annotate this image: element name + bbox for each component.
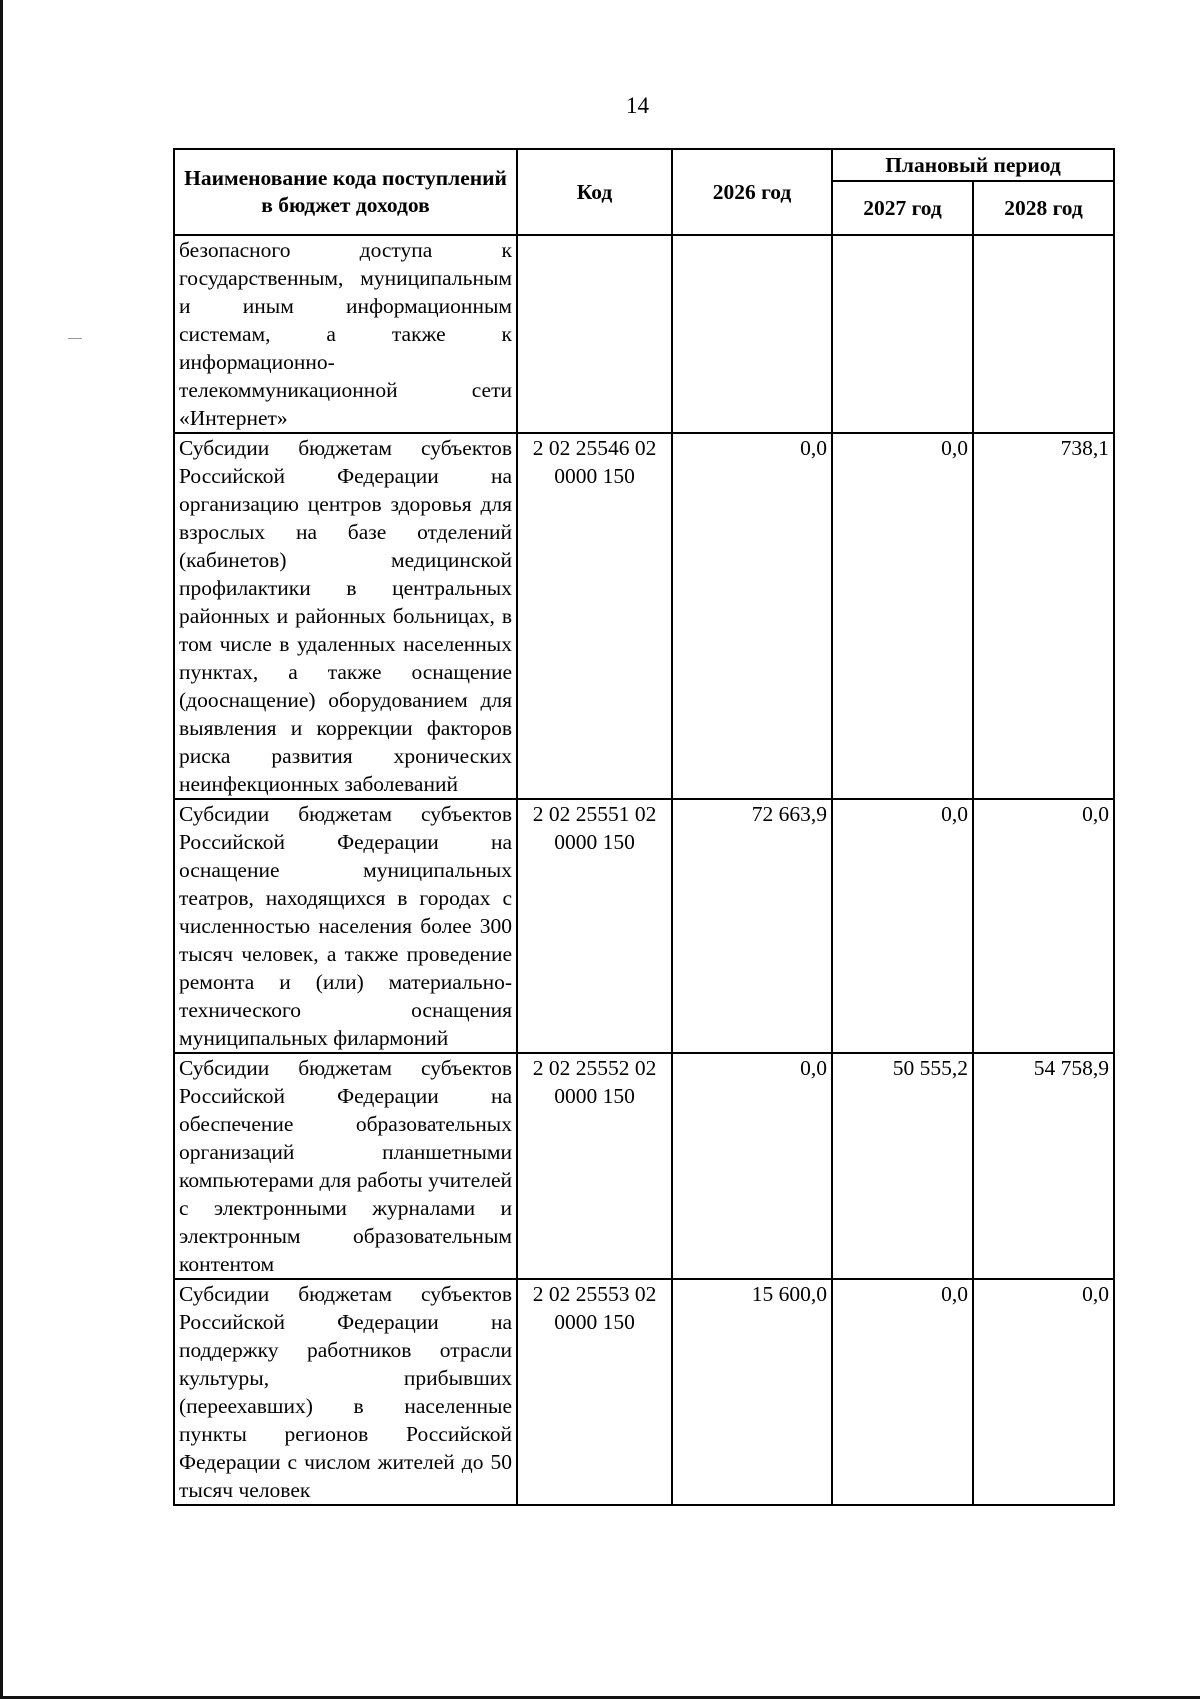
row-2027-cell: 50 555,2 <box>832 1053 973 1279</box>
row-2028-cell: 0,0 <box>973 1279 1114 1505</box>
row-2026-cell <box>672 235 832 433</box>
row-2026-cell: 0,0 <box>672 1053 832 1279</box>
table-row <box>174 433 1114 799</box>
row-name-cell: безопасного доступа к государственным, муниципальным и иным информационным системам, а также к информационно-телекоммуникационной сети «Интернет» <box>174 235 517 433</box>
header-name: Наименование кода поступлений в бюджет доходов <box>174 149 517 235</box>
table-row <box>174 799 1114 1053</box>
row-2028-cell: 0,0 <box>973 799 1114 1053</box>
row-name-cell: Субсидии бюджетам субъектов Российской Федерации на оснащение муниципальных театров, находящихся в городах с численностью населения более 300 тысяч человек, а также проведение ремонта и (или) материально-технического оснащения муниципальных филармоний <box>174 799 517 1053</box>
header-year-2026: 2026 год <box>672 149 832 235</box>
table-body <box>174 235 1114 1505</box>
row-name-cell: Субсидии бюджетам субъектов Российской Федерации на организацию центров здоровья для взрослых на базе отделений (кабинетов) медицинской профилактики в центральных районных и районных больницах, в том числе в удаленных населенных пунктах, а также оснащение (дооснащение) оборудованием для выявления и коррекции факторов риска развития хронических неинфекционных заболеваний <box>174 433 517 799</box>
header-row-1 <box>174 149 1114 181</box>
row-code-cell <box>517 235 672 433</box>
table-header <box>174 149 1114 235</box>
row-2027-cell: 0,0 <box>832 1279 973 1505</box>
scan-speck <box>68 338 82 339</box>
row-2028-cell: 738,1 <box>973 433 1114 799</box>
header-year-2028: 2028 год <box>973 181 1114 235</box>
row-2026-cell: 72 663,9 <box>672 799 832 1053</box>
page-number: 14 <box>626 93 649 118</box>
row-2027-cell <box>832 235 973 433</box>
row-2028-cell <box>973 235 1114 433</box>
header-planned-period: Плановый период <box>832 149 1114 181</box>
row-2027-cell: 0,0 <box>832 433 973 799</box>
row-2027-cell: 0,0 <box>832 799 973 1053</box>
table-row <box>174 235 1114 433</box>
row-code-cell: 2 02 25553 02 0000 150 <box>517 1279 672 1505</box>
row-2026-cell: 15 600,0 <box>672 1279 832 1505</box>
scan-frame-left <box>0 0 3 1699</box>
row-code-cell: 2 02 25552 02 0000 150 <box>517 1053 672 1279</box>
row-2026-cell: 0,0 <box>672 433 832 799</box>
header-year-2027: 2027 год <box>832 181 973 235</box>
table-row <box>174 1279 1114 1505</box>
row-2028-cell: 54 758,9 <box>973 1053 1114 1279</box>
row-name-cell: Субсидии бюджетам субъектов Российской Федерации на поддержку работников отрасли культуры, прибывших (переехавших) в населенные пункты регионов Российской Федерации с числом жителей до 50 тысяч человек <box>174 1279 517 1505</box>
header-code: Код <box>517 149 672 235</box>
table-row <box>174 1053 1114 1279</box>
row-code-cell: 2 02 25551 02 0000 150 <box>517 799 672 1053</box>
row-name-cell: Субсидии бюджетам субъектов Российской Федерации на обеспечение образовательных организаций планшетными компьютерами для работы учителей с электронными журналами и электронным образовательным контентом <box>174 1053 517 1279</box>
row-code-cell: 2 02 25546 02 0000 150 <box>517 433 672 799</box>
budget-revenue-table <box>173 148 1115 1506</box>
